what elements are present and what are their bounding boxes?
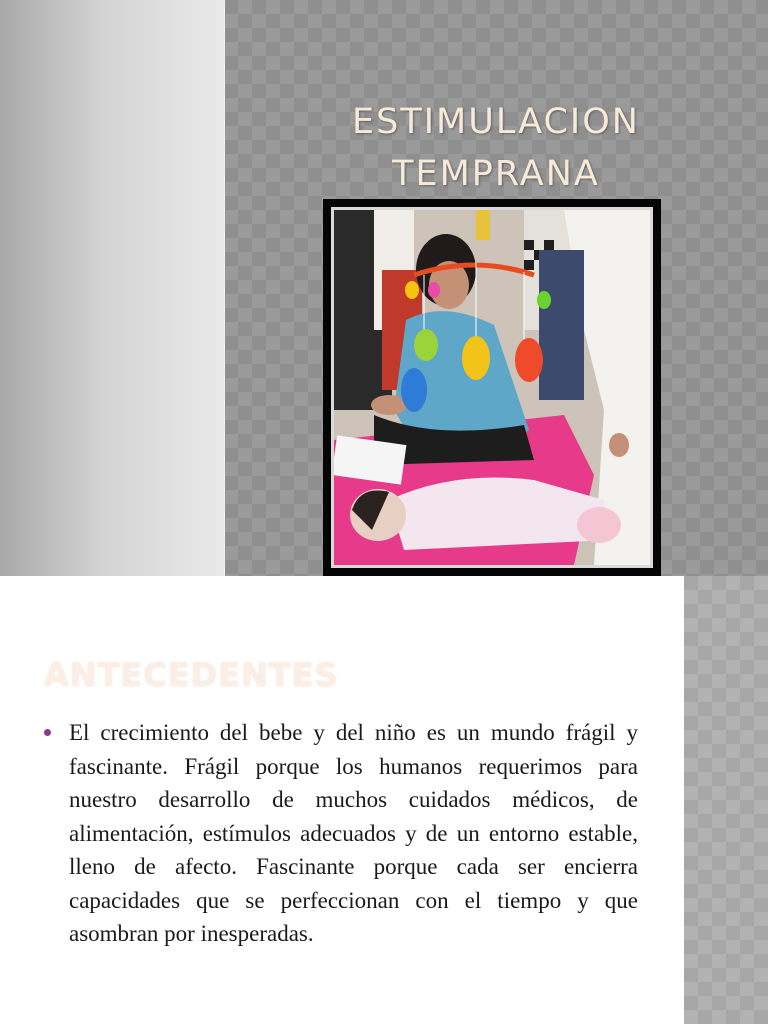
- title-line-2: TEMPRANA: [392, 154, 600, 194]
- bullet-icon: [44, 729, 51, 736]
- photo-frame: [323, 199, 661, 576]
- bullet-list: [44, 716, 638, 951]
- slide-title: [300, 96, 692, 200]
- bullet-text: El crecimiento del bebe y del niño es un mundo frágil y fascinante. Frágil porque los humanos requerimos para nuestro desarrollo de muchos cuidados médicos, de alimentación, estímulos adecuados y de un entorno estable, lleno de afecto. Fascinante porque cada ser encierra capacidades que se perfeccionan con el tiempo y que asombran por inesperadas.: [69, 720, 638, 946]
- right-pattern-strip: [684, 576, 768, 1024]
- baby-stimulation-photo: [331, 207, 653, 568]
- title-line-1: ESTIMULACION: [352, 102, 640, 142]
- section-heading: ANTECEDENTES: [44, 656, 339, 694]
- photo-illustration: [334, 210, 650, 565]
- content-slide: [0, 576, 768, 1024]
- left-gradient-panel: [0, 0, 225, 576]
